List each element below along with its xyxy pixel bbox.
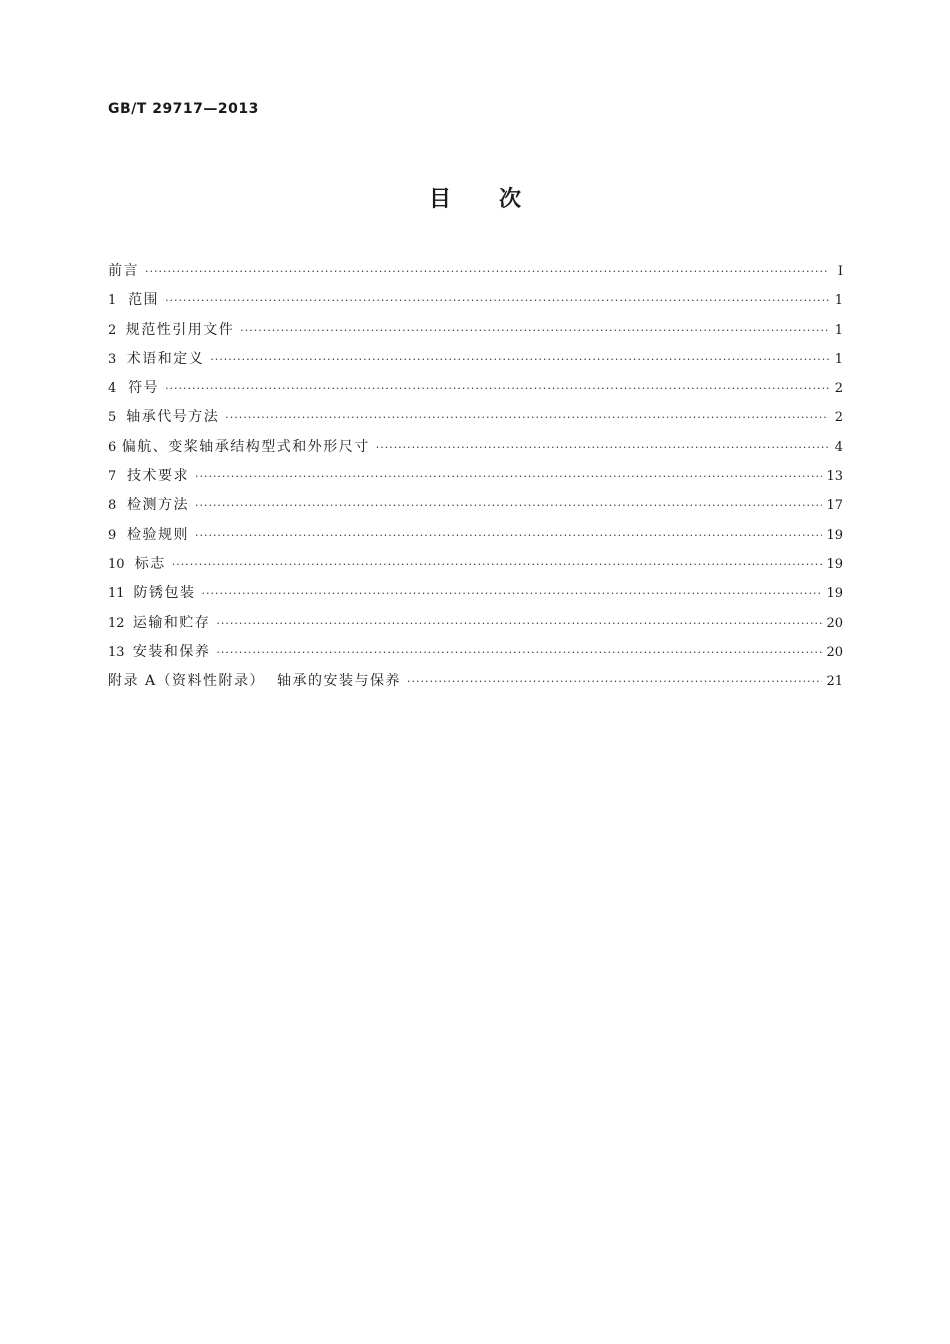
table-of-contents bbox=[108, 257, 843, 696]
toc-leader-dots bbox=[210, 345, 829, 374]
toc-entry-label: 前言 bbox=[108, 263, 139, 279]
toc-entry-2[interactable] bbox=[108, 316, 843, 345]
toc-entry-label: 符号 bbox=[128, 380, 160, 397]
toc-entry-number: 13 bbox=[108, 644, 125, 660]
toc-leader-dots bbox=[195, 521, 823, 550]
toc-entry-13[interactable] bbox=[108, 638, 843, 667]
toc-leader-dots bbox=[225, 403, 829, 432]
toc-entry-page: 13 bbox=[826, 469, 843, 485]
toc-entry-number: 2 bbox=[108, 322, 117, 338]
toc-entry-label: 轴承代号方法 bbox=[126, 409, 220, 426]
toc-entry-number: 1 bbox=[108, 293, 117, 309]
standard-number: GB/T 29717—2013 bbox=[108, 101, 259, 117]
toc-entry-number: 11 bbox=[108, 586, 125, 602]
toc-entry-page: 4 bbox=[834, 439, 843, 455]
toc-entry-number: 9 bbox=[108, 527, 117, 543]
toc-entry-page: 1 bbox=[834, 322, 843, 338]
toc-entry-foreword[interactable] bbox=[108, 257, 843, 286]
toc-entry-label: 标志 bbox=[134, 555, 166, 572]
toc-leader-dots bbox=[202, 579, 823, 608]
toc-entry-page: 19 bbox=[826, 527, 843, 543]
toc-entry-label: 附录 A（资料性附录） 轴承的安装与保养 bbox=[108, 673, 401, 690]
toc-leader-dots bbox=[172, 550, 823, 579]
toc-entry-number: 7 bbox=[108, 469, 117, 485]
toc-entry-page: 1 bbox=[834, 351, 843, 367]
toc-entry-page: 2 bbox=[834, 410, 843, 426]
toc-leader-dots bbox=[165, 286, 829, 315]
toc-entry-7[interactable] bbox=[108, 462, 843, 491]
toc-entry-number: 10 bbox=[108, 556, 125, 572]
toc-entry-label: 安装和保养 bbox=[132, 643, 211, 660]
toc-entry-page: 21 bbox=[826, 674, 843, 690]
toc-entry-5[interactable] bbox=[108, 403, 843, 432]
toc-entry-appendix-a[interactable] bbox=[108, 667, 843, 696]
toc-entry-label: 运输和贮存 bbox=[132, 614, 211, 631]
toc-entry-label: 偏航、变桨轴承结构型式和外形尺寸 bbox=[121, 438, 370, 455]
toc-entry-11[interactable] bbox=[108, 579, 843, 608]
toc-entry-page: 20 bbox=[826, 615, 843, 631]
toc-entry-page: 17 bbox=[826, 498, 843, 514]
toc-entry-number: 8 bbox=[108, 498, 117, 514]
toc-entry-page: 1 bbox=[834, 293, 843, 309]
toc-leader-dots bbox=[216, 638, 822, 667]
toc-entry-number: 3 bbox=[108, 351, 117, 367]
toc-entry-number: 5 bbox=[108, 410, 117, 426]
toc-entry-3[interactable] bbox=[108, 345, 843, 374]
toc-entry-4[interactable] bbox=[108, 374, 843, 403]
toc-entry-page: 19 bbox=[826, 586, 843, 602]
toc-leader-dots bbox=[376, 433, 829, 462]
toc-entry-8[interactable] bbox=[108, 491, 843, 520]
toc-entry-label: 规范性引用文件 bbox=[125, 321, 235, 338]
toc-leader-dots bbox=[407, 667, 822, 696]
toc-entry-label: 防锈包装 bbox=[133, 585, 196, 602]
toc-entry-label: 范围 bbox=[128, 292, 160, 309]
toc-entry-9[interactable] bbox=[108, 521, 843, 550]
toc-entry-page: 19 bbox=[826, 556, 843, 572]
toc-entry-6[interactable] bbox=[108, 433, 843, 462]
toc-leader-dots bbox=[165, 374, 829, 403]
toc-leader-dots bbox=[195, 462, 823, 491]
toc-entry-1[interactable] bbox=[108, 286, 843, 315]
toc-entry-page: 20 bbox=[826, 644, 843, 660]
toc-leader-dots bbox=[145, 257, 829, 286]
toc-entry-number: 6 bbox=[108, 439, 117, 455]
toc-leader-dots bbox=[195, 491, 823, 520]
toc-leader-dots bbox=[240, 316, 829, 345]
toc-entry-number: 12 bbox=[108, 615, 125, 631]
toc-entry-label: 术语和定义 bbox=[126, 350, 205, 367]
toc-entry-10[interactable] bbox=[108, 550, 843, 579]
toc-entry-page: Ⅰ bbox=[837, 264, 843, 279]
toc-entry-number: 4 bbox=[108, 381, 117, 397]
toc-leader-dots bbox=[216, 609, 822, 638]
toc-entry-label: 检测方法 bbox=[126, 497, 189, 514]
toc-entry-label: 技术要求 bbox=[126, 468, 189, 485]
toc-entry-12[interactable] bbox=[108, 609, 843, 638]
toc-entry-label: 检验规则 bbox=[126, 526, 189, 543]
toc-entry-page: 2 bbox=[834, 381, 843, 397]
toc-title: 目次 bbox=[428, 187, 569, 212]
